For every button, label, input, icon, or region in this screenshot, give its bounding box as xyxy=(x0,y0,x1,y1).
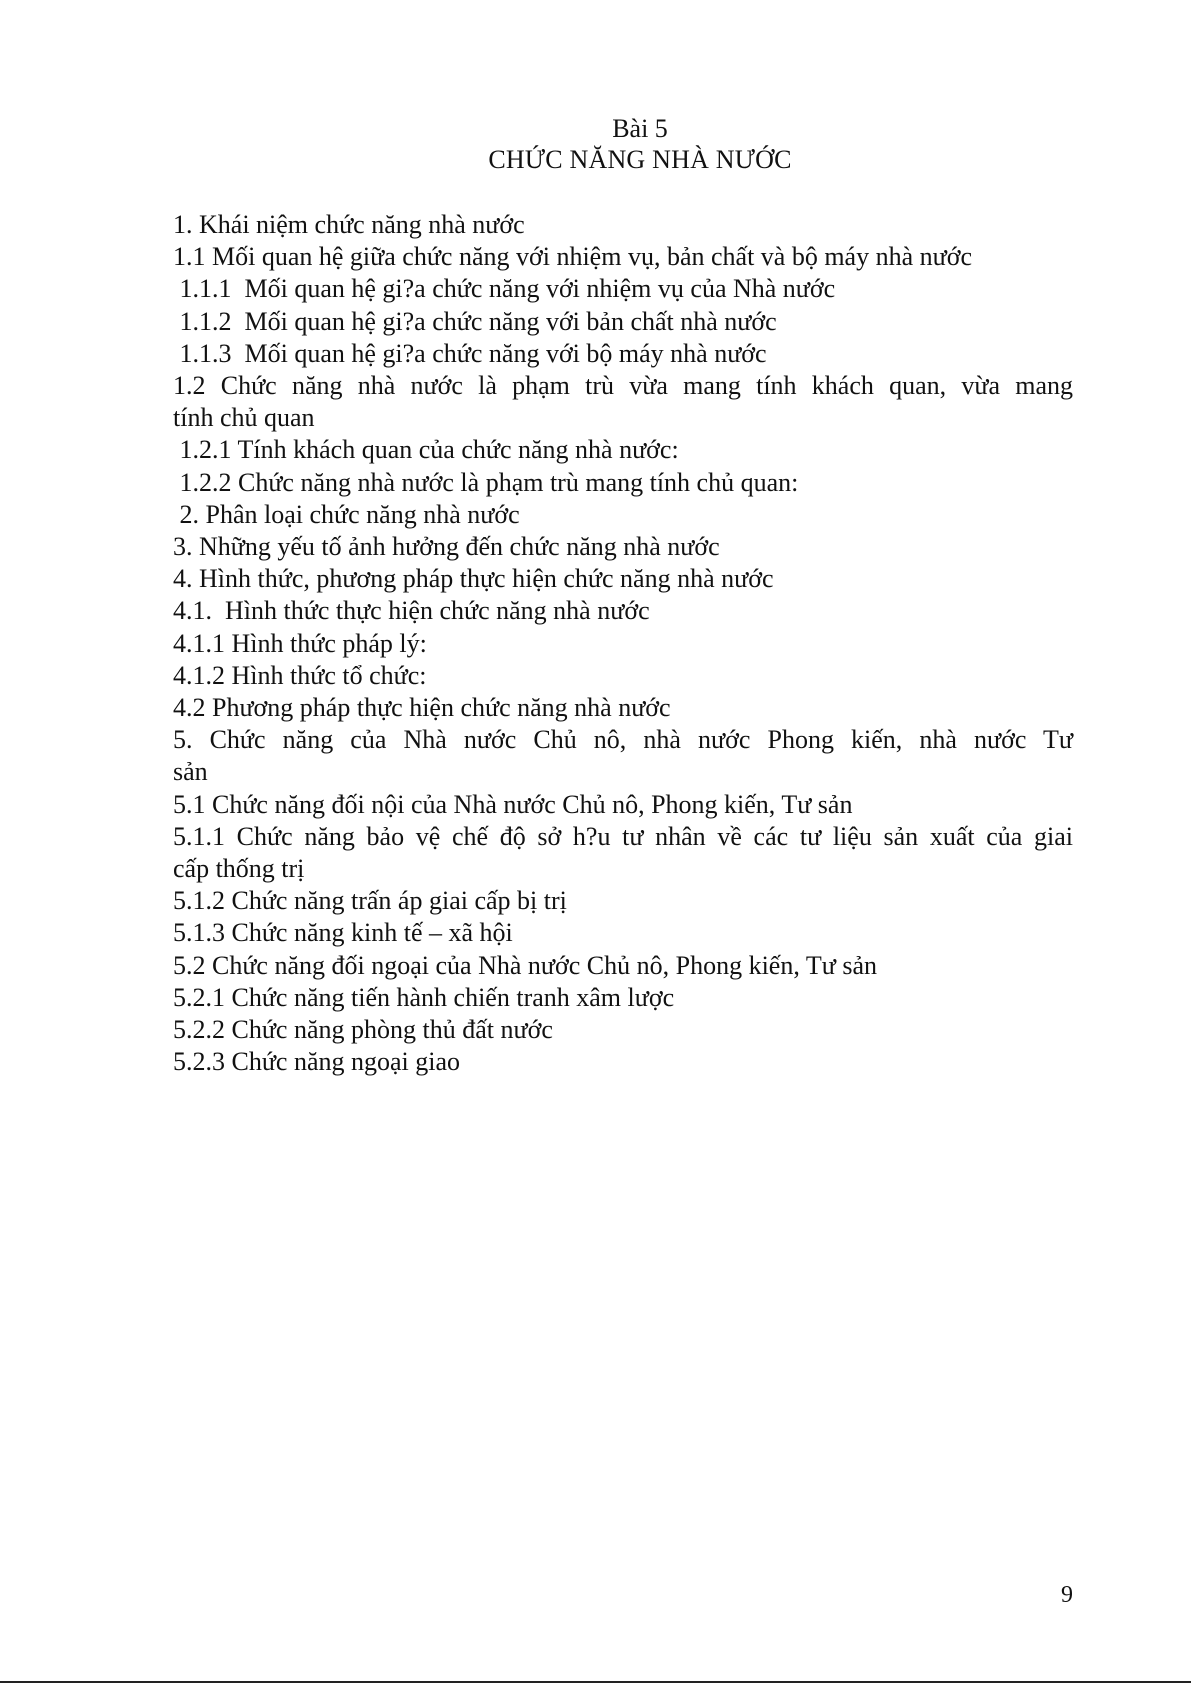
toc-item-5-2: 5.2 Chức năng đối ngoại của Nhà nước Chủ nô, Phong kiến, Tư sản xyxy=(173,950,878,980)
toc-item-5-continued: sản xyxy=(173,757,208,787)
toc-item-4-1-1: 4.1.1 Hình thức pháp lý: xyxy=(173,628,427,658)
toc-item-5-1-1: 5.1.1 Chức năng bảo vệ chế độ sở h?u tư nhân về các tư liệu sản xuất của giai xyxy=(173,821,1073,851)
toc-item-1-1: 1.1 Mối quan hệ giữa chức năng với nhiệm vụ, bản chất và bộ máy nhà nước xyxy=(173,242,973,272)
toc-item-5-1-1-continued: cấp thống trị xyxy=(173,854,305,884)
toc-item-2: 2. Phân loại chức năng nhà nước xyxy=(173,499,520,529)
toc-item-5-1-2: 5.1.2 Chức năng trấn áp giai cấp bị trị xyxy=(173,886,567,916)
toc-item-4-2: 4.2 Phương pháp thực hiện chức năng nhà nước xyxy=(173,693,671,723)
toc-item-5-2-1: 5.2.1 Chức năng tiến hành chiến tranh xâm lược xyxy=(173,982,675,1012)
toc-item-1-1-2: 1.1.2 Mối quan hệ gi?a chức năng với bản chất nhà nước xyxy=(173,306,777,336)
toc-item-1-1-1: 1.1.1 Mối quan hệ gi?a chức năng với nhiệm vụ của Nhà nước xyxy=(173,274,836,304)
toc-item-1-1-3: 1.1.3 Mối quan hệ gi?a chức năng với bộ máy nhà nước xyxy=(173,338,767,368)
toc-item-1-2: 1.2 Chức năng nhà nước là phạm trù vừa mang tính khách quan, vừa mang xyxy=(173,371,1073,401)
toc-item-4-1: 4.1. Hình thức thực hiện chức năng nhà nước xyxy=(173,596,650,626)
toc-item-5-2-3: 5.2.3 Chức năng ngoại giao xyxy=(173,1047,461,1077)
toc-item-5-2-2: 5.2.2 Chức năng phòng thủ đất nước xyxy=(173,1015,553,1045)
toc-item-1-2-1: 1.2.1 Tính khách quan của chức năng nhà nước: xyxy=(173,435,679,465)
toc-item-1-2-2: 1.2.2 Chức năng nhà nước là phạm trù mang tính chủ quan: xyxy=(173,467,799,497)
page-number: 9 xyxy=(1061,1582,1073,1608)
lesson-number: Bài 5 xyxy=(612,114,668,143)
footer-divider xyxy=(0,1681,1191,1683)
toc-item-1-2-continued: tính chủ quan xyxy=(173,403,315,433)
toc-item-4: 4. Hình thức, phương pháp thực hiện chức năng nhà nước xyxy=(173,564,774,594)
toc-item-4-1-2: 4.1.2 Hình thức tổ chức: xyxy=(173,660,427,690)
toc-item-5: 5. Chức năng của Nhà nước Chủ nô, nhà nước Phong kiến, nhà nước Tư xyxy=(173,725,1073,755)
toc-item-3: 3. Những yếu tố ảnh hưởng đến chức năng nhà nước xyxy=(173,532,720,562)
chapter-title: CHỨC NĂNG NHÀ NƯỚC xyxy=(488,145,792,174)
toc-item-5-1-3: 5.1.3 Chức năng kinh tế – xã hội xyxy=(173,918,513,948)
toc-item-5-1: 5.1 Chức năng đối nội của Nhà nước Chủ nô, Phong kiến, Tư sản xyxy=(173,789,853,819)
table-of-contents xyxy=(173,209,1073,1078)
toc-item-1: 1. Khái niệm chức năng nhà nước xyxy=(173,210,525,239)
